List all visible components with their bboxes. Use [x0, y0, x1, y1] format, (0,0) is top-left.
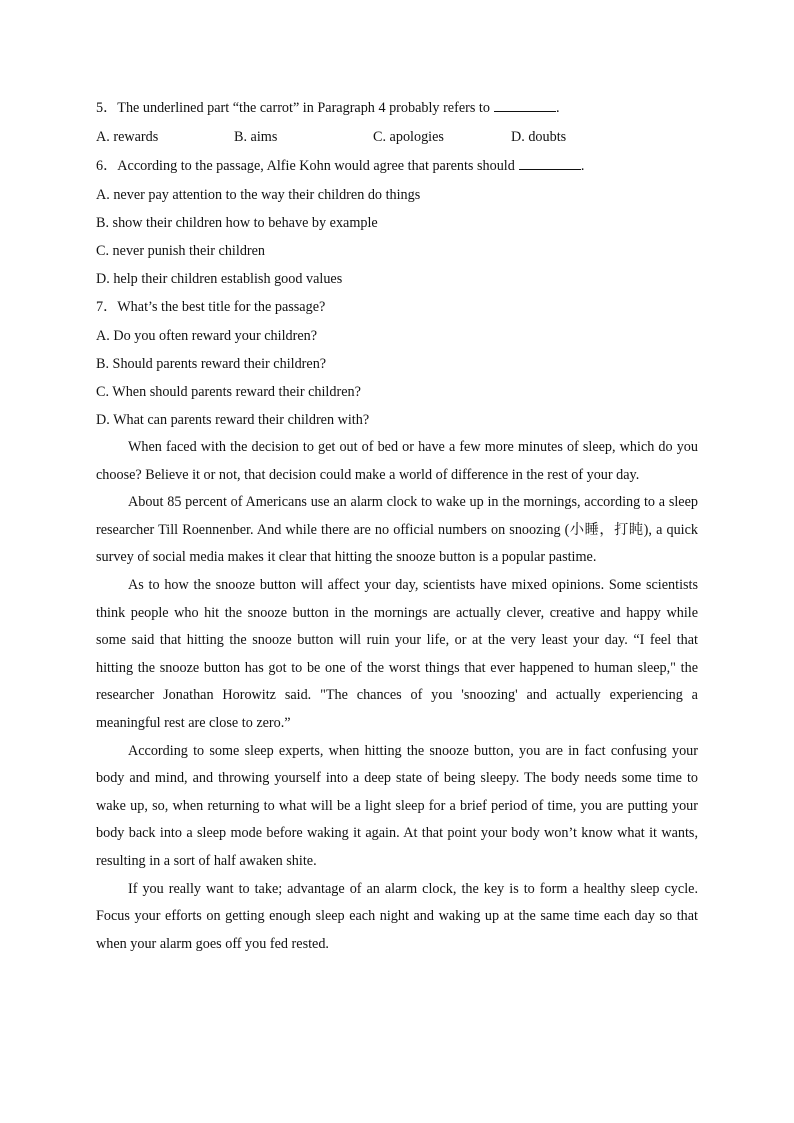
- option-b: B. show their children how to behave by example: [96, 215, 378, 231]
- question-5-stem-end: .: [555, 100, 560, 116]
- question-7-stem: 7．What’s the best title for the passage?: [96, 299, 326, 315]
- option-c: C. apologies: [373, 129, 444, 145]
- passage-paragraph-3: As to how the snooze button will affect your day, scientists have mixed opinions. Some scientists think people who hit the snooze button in the mornings are actually clever, creative and happy while some said that hitting the snooze button will ruin your life, or at the very least your day. “I feel that hitting the snooze button has got to be one of the worst things that ever happened to human sleep," the researcher Jonathan Horowitz said. "The chances of you 'snoozing' and actually experiencing a meaningful rest are close to zero.”: [96, 576, 698, 731]
- passage-paragraph-5: If you really want to take; advantage of an alarm clock, the key is to form a healthy sleep cycle. Focus your efforts on getting enough sleep each night and waking up at the same time each day so that when your alarm goes off you fed rested.: [96, 880, 698, 952]
- question-6-stem: 6．According to the passage, Alfie Kohn would agree that parents should: [96, 158, 515, 174]
- option-c: C. When should parents reward their children?: [96, 384, 361, 400]
- passage-paragraph-4: According to some sleep experts, when hitting the snooze button, you are in fact confusing your body and mind, and throwing yourself into a deep state of being sleepy. The body needs some time to wake up, so, when returning to what will be a light sleep for a brief period of time, you are putting your body back into a sleep mode before waking it again. At that point your body won’t know what it wants, resulting in a sort of half awaken shite.: [96, 742, 698, 869]
- option-a: A. rewards: [96, 129, 159, 145]
- reading-passage: [96, 434, 698, 958]
- option-b: B. aims: [234, 129, 278, 145]
- option-d: D. help their children establish good values: [96, 271, 343, 287]
- question-5-stem: 5．The underlined part “the carrot” in Paragraph 4 probably refers to: [96, 100, 490, 116]
- question-6: [96, 152, 698, 181]
- question-5-options: [96, 123, 698, 152]
- question-7: [96, 293, 698, 322]
- option-c: C. never punish their children: [96, 243, 266, 259]
- answer-blank: [494, 97, 556, 112]
- passage-paragraph-2: About 85 percent of Americans use an alarm clock to wake up in the mornings, according to a sleep researcher Till Roennenber. And while there are no official numbers on snoozing (小睡，打盹), a quick survey of social media makes it clear that hitting the snooze button is a popular pastime.: [96, 494, 698, 566]
- option-d: D. What can parents reward their children with?: [96, 412, 370, 428]
- document-page: [96, 94, 698, 958]
- option-a: A. never pay attention to the way their children do things: [96, 187, 421, 203]
- passage-paragraph-1: When faced with the decision to get out of bed or have a few more minutes of sleep, which do you choose? Believe it or not, that decision could make a world of difference in the rest of your day.: [96, 439, 698, 483]
- answer-blank: [519, 155, 581, 170]
- option-a: A. Do you often reward your children?: [96, 328, 318, 344]
- option-d: D. doubts: [511, 129, 567, 145]
- question-5: [96, 94, 698, 123]
- question-6-stem-end: .: [580, 158, 585, 174]
- option-b: B. Should parents reward their children?: [96, 356, 327, 372]
